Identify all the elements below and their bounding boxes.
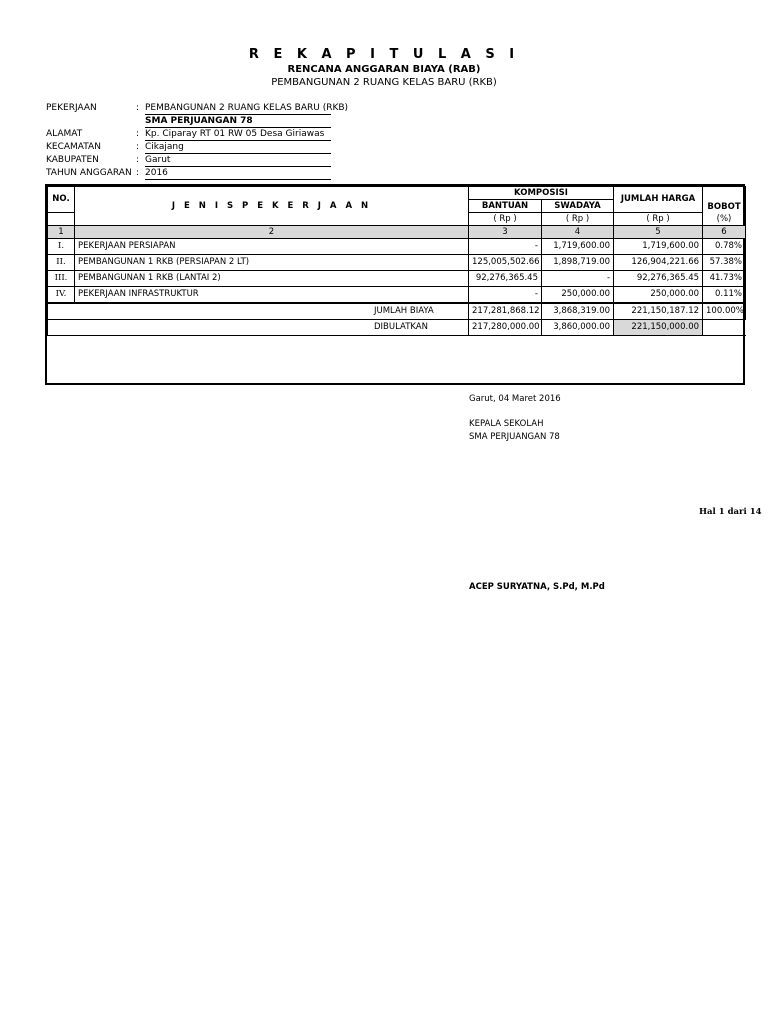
- rounded-row: [48, 320, 746, 336]
- row-swadaya: 1,719,600.00: [542, 239, 614, 255]
- col-number: 1: [48, 226, 75, 239]
- row-bobot: 41.73%: [703, 271, 746, 287]
- header-no-blank: [48, 213, 75, 226]
- colon: :: [136, 168, 140, 178]
- tahun-label: TAHUN ANGGARAN: [46, 168, 132, 178]
- document-title: R E K A P I T U L A S I: [248, 47, 520, 62]
- kabupaten-label: KABUPATEN: [46, 155, 99, 165]
- school-name: SMA PERJUANGAN 78: [145, 115, 331, 128]
- row-jenis: PEMBANGUNAN 1 RKB (PERSIAPAN 2 LT): [75, 255, 469, 271]
- recap-table-frame: [45, 184, 745, 385]
- place-date: Garut, 04 Maret 2016: [469, 394, 561, 404]
- rounded-jumlah: 221,150,000.00: [614, 320, 703, 336]
- row-jumlah: 250,000.00: [614, 287, 703, 304]
- table-row: [48, 255, 746, 271]
- document-subtitle: RENCANA ANGGARAN BIAYA (RAB): [287, 64, 481, 75]
- row-jenis: PEKERJAAN INFRASTRUKTUR: [75, 287, 469, 304]
- pekerjaan-label: PEKERJAAN: [46, 103, 97, 113]
- col-number: 3: [469, 226, 542, 239]
- row-no: IV.: [48, 287, 75, 304]
- rounded-bantuan: 217,280,000.00: [469, 320, 542, 336]
- page-number: Hal 1 dari 14: [699, 507, 762, 517]
- total-row: [48, 303, 746, 320]
- rounded-label: DIBULATKAN: [48, 320, 469, 336]
- table-row: [48, 239, 746, 255]
- kecamatan-value: Cikajang: [145, 141, 331, 154]
- unit-bantuan: ( Rp ): [469, 213, 542, 226]
- rounded-bobot-blank: [703, 320, 746, 336]
- header-komposisi: KOMPOSISI: [469, 187, 614, 200]
- row-no: III.: [48, 271, 75, 287]
- pekerjaan-value: PEMBANGUNAN 2 RUANG KELAS BARU (RKB): [145, 103, 349, 113]
- alamat-label: ALAMAT: [46, 129, 83, 139]
- row-jumlah: 1,719,600.00: [614, 239, 703, 255]
- total-bobot: 100.00%: [703, 303, 746, 320]
- col-number: 2: [75, 226, 469, 239]
- table-row: [48, 271, 746, 287]
- row-bantuan: 125,005,502.66: [469, 255, 542, 271]
- column-number-row: [48, 226, 746, 239]
- header-swadaya: SWADAYA: [542, 200, 614, 213]
- total-swadaya: 3,868,319.00: [542, 303, 614, 320]
- project-title: PEMBANGUNAN 2 RUANG KELAS BARU (RKB): [271, 77, 497, 88]
- unit-bobot: (%): [703, 213, 746, 226]
- colon: :: [136, 103, 140, 113]
- tahun-value: 2016: [145, 167, 331, 180]
- header-bantuan: BANTUAN: [469, 200, 542, 213]
- colon: :: [136, 155, 140, 165]
- header-no: NO.: [48, 187, 75, 213]
- row-bantuan: -: [469, 239, 542, 255]
- kabupaten-value: Garut: [145, 154, 331, 167]
- row-jenis: PEMBANGUNAN 1 RKB (LANTAI 2): [75, 271, 469, 287]
- col-number: 4: [542, 226, 614, 239]
- col-number: 5: [614, 226, 703, 239]
- rounded-swadaya: 3,860,000.00: [542, 320, 614, 336]
- signer-name: ACEP SURYATNA, S.Pd, M.Pd: [469, 582, 605, 592]
- row-jumlah: 92,276,365.45: [614, 271, 703, 287]
- row-bantuan: 92,276,365.45: [469, 271, 542, 287]
- kecamatan-label: KECAMATAN: [46, 142, 101, 152]
- recap-table: [47, 186, 746, 336]
- total-jumlah: 221,150,187.12: [614, 303, 703, 320]
- row-bantuan: -: [469, 287, 542, 304]
- row-no: I.: [48, 239, 75, 255]
- row-swadaya: 250,000.00: [542, 287, 614, 304]
- row-bobot: 0.11%: [703, 287, 746, 304]
- signer-school: SMA PERJUANGAN 78: [469, 432, 560, 442]
- header-jenis: J E N I S P E K E R J A A N: [75, 187, 469, 226]
- row-no: II.: [48, 255, 75, 271]
- signer-role: KEPALA SEKOLAH: [469, 419, 544, 429]
- header-bobot: BOBOT: [703, 187, 746, 213]
- row-bobot: 0.78%: [703, 239, 746, 255]
- total-label: JUMLAH BIAYA: [48, 303, 469, 320]
- row-bobot: 57.38%: [703, 255, 746, 271]
- colon: :: [136, 142, 140, 152]
- table-row: [48, 287, 746, 304]
- total-bantuan: 217,281,868.12: [469, 303, 542, 320]
- unit-swadaya: ( Rp ): [542, 213, 614, 226]
- row-jenis: PEKERJAAN PERSIAPAN: [75, 239, 469, 255]
- row-swadaya: 1,898,719.00: [542, 255, 614, 271]
- row-jumlah: 126,904,221.66: [614, 255, 703, 271]
- header-jumlah: JUMLAH HARGA: [614, 187, 703, 213]
- unit-jumlah: ( Rp ): [614, 213, 703, 226]
- colon: :: [136, 129, 140, 139]
- alamat-value: Kp. Ciparay RT 01 RW 05 Desa Giriawas: [145, 128, 331, 141]
- col-number: 6: [703, 226, 746, 239]
- row-swadaya: -: [542, 271, 614, 287]
